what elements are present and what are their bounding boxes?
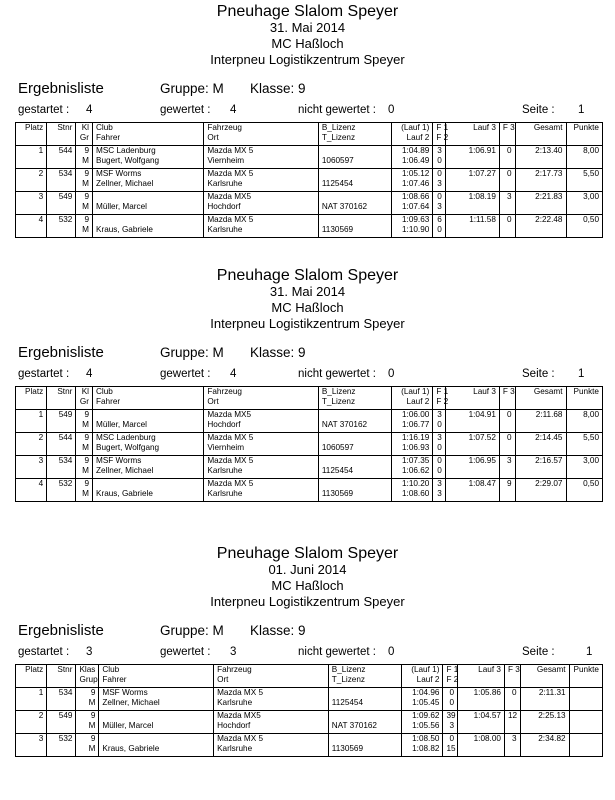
cell-platz: 3 bbox=[16, 456, 47, 479]
cell-lauf12: 1:04.96 1:05.45 bbox=[401, 688, 443, 711]
cell-fahrzeug-ort: Mazda MX 5 Viernheim bbox=[204, 146, 318, 169]
cell-platz: 4 bbox=[16, 479, 47, 502]
cell-lizenz: NAT 370162 bbox=[328, 711, 401, 734]
cell-lauf3: 1:06.95 bbox=[445, 456, 499, 479]
cell-f12: 3 3 bbox=[433, 479, 445, 502]
event-club: MC Haßloch bbox=[271, 578, 344, 593]
cell-punkte: 3,00 bbox=[566, 192, 603, 215]
cell-gesamt: 2:17.73 bbox=[515, 169, 566, 192]
col-club: Club Fahrer bbox=[93, 123, 204, 146]
cell-lizenz: NAT 370162 bbox=[318, 192, 391, 215]
cell-punkte bbox=[569, 688, 602, 711]
cell-lauf12: 1:10.20 1:08.60 bbox=[391, 479, 433, 502]
cell-punkte: 0,50 bbox=[566, 215, 603, 238]
cell-platz: 3 bbox=[16, 192, 47, 215]
cell-stnr: 549 bbox=[47, 711, 76, 734]
page-label: Seite : bbox=[522, 646, 555, 658]
cell-platz: 3 bbox=[16, 734, 47, 757]
cell-fahrzeug-ort: Mazda MX 5 Karlsruhe bbox=[204, 479, 318, 502]
cell-lauf3: 1:05.86 bbox=[458, 688, 505, 711]
table-row bbox=[16, 146, 603, 169]
table-row bbox=[16, 215, 603, 238]
page-number: 1 bbox=[578, 104, 585, 116]
event-title: Pneuhage Slalom Speyer bbox=[216, 3, 399, 20]
not-rated-count: 0 bbox=[388, 368, 395, 380]
cell-lizenz: 1130569 bbox=[318, 479, 391, 502]
col-lauf12: (Lauf 1) Lauf 2 bbox=[391, 123, 433, 146]
results-table bbox=[15, 122, 603, 238]
event-date: 01. Juni 2014 bbox=[268, 562, 347, 577]
cell-club-fahrer: Müller, Marcel bbox=[93, 192, 204, 215]
cell-punkte: 5,50 bbox=[566, 433, 603, 456]
cell-klasse: 9 M bbox=[76, 192, 93, 215]
col-lizenz: B_Lizenz T_Lizenz bbox=[318, 387, 391, 410]
rated-count: 4 bbox=[230, 104, 237, 116]
cell-gesamt: 2:16.57 bbox=[515, 456, 566, 479]
event-date: 31. Mai 2014 bbox=[269, 20, 346, 35]
class-label: Klasse: 9 bbox=[250, 81, 306, 96]
col-f12: F 1 F 2 bbox=[433, 123, 445, 146]
col-stnr: Stnr bbox=[47, 123, 76, 146]
cell-gesamt: 2:29.07 bbox=[515, 479, 566, 502]
rated-label: gewertet : bbox=[160, 104, 211, 116]
col-stnr: Stnr bbox=[47, 665, 76, 688]
results-table bbox=[15, 664, 603, 757]
event-header bbox=[0, 3, 615, 68]
cell-lauf3: 1:08.47 bbox=[445, 479, 499, 502]
cell-punkte: 5,50 bbox=[566, 169, 603, 192]
cell-gesamt: 2:22.48 bbox=[515, 215, 566, 238]
col-fahrzeug: Fahrzeug Ort bbox=[214, 665, 329, 688]
summary-line bbox=[18, 368, 608, 382]
cell-klasse: 9 M bbox=[76, 688, 99, 711]
cell-stnr: 532 bbox=[47, 734, 76, 757]
cell-club-fahrer: Kraus, Gabriele bbox=[99, 734, 214, 757]
cell-punkte: 8,00 bbox=[566, 410, 603, 433]
cell-club-fahrer: Kraus, Gabriele bbox=[93, 479, 204, 502]
cell-lauf3: 1:06.91 bbox=[445, 146, 499, 169]
col-punkte: Punkte bbox=[566, 123, 603, 146]
cell-f3: 0 bbox=[504, 688, 520, 711]
col-punkte: Punkte bbox=[569, 665, 602, 688]
cell-f3: 0 bbox=[499, 215, 515, 238]
table-row bbox=[16, 734, 603, 757]
rated-count: 4 bbox=[230, 368, 237, 380]
col-klasse: Kl Gr bbox=[76, 123, 93, 146]
cell-lauf3: 1:04.57 bbox=[458, 711, 505, 734]
not-rated-label: nicht gewertet : bbox=[298, 646, 376, 658]
col-gesamt: Gesamt bbox=[515, 387, 566, 410]
cell-klasse: 9 M bbox=[76, 215, 93, 238]
event-header bbox=[0, 267, 615, 332]
page-number: 1 bbox=[578, 368, 585, 380]
event-club: MC Haßloch bbox=[271, 36, 344, 51]
cell-lauf3: 1:11.58 bbox=[445, 215, 499, 238]
table-header bbox=[16, 387, 603, 410]
cell-f3: 3 bbox=[504, 734, 520, 757]
cell-lauf12: 1:04.89 1:06.49 bbox=[391, 146, 433, 169]
cell-f12: 0 3 bbox=[433, 192, 445, 215]
cell-f3: 0 bbox=[499, 410, 515, 433]
table-row bbox=[16, 688, 603, 711]
summary-line bbox=[18, 646, 608, 660]
cell-club-fahrer: Müller, Marcel bbox=[93, 410, 204, 433]
event-title: Pneuhage Slalom Speyer bbox=[216, 267, 399, 284]
cell-platz: 2 bbox=[16, 433, 47, 456]
cell-gesamt: 2:34.82 bbox=[520, 734, 569, 757]
col-lauf3: Lauf 3 bbox=[445, 387, 499, 410]
table-row bbox=[16, 410, 603, 433]
cell-club-fahrer: MSF Worms Zellner, Michael bbox=[93, 169, 204, 192]
col-klasse: Kl Gr bbox=[76, 387, 93, 410]
col-lizenz: B_Lizenz T_Lizenz bbox=[318, 123, 391, 146]
not-rated-label: nicht gewertet : bbox=[298, 104, 376, 116]
cell-f12: 0 3 bbox=[433, 169, 445, 192]
col-f3: F 3 bbox=[499, 123, 515, 146]
cell-platz: 2 bbox=[16, 711, 47, 734]
table-row bbox=[16, 192, 603, 215]
rated-count: 3 bbox=[230, 646, 237, 658]
cell-stnr: 534 bbox=[47, 456, 76, 479]
rated-label: gewertet : bbox=[160, 368, 211, 380]
cell-klasse: 9 M bbox=[76, 479, 93, 502]
event-location: Interpneu Logistikzentrum Speyer bbox=[210, 52, 405, 67]
table-row bbox=[16, 433, 603, 456]
col-lauf3: Lauf 3 bbox=[445, 123, 499, 146]
cell-lauf12: 1:06.00 1:06.77 bbox=[391, 410, 433, 433]
cell-klasse: 9 M bbox=[76, 146, 93, 169]
page-number: 1 bbox=[586, 646, 593, 658]
cell-fahrzeug-ort: Mazda MX 5 Karlsruhe bbox=[214, 688, 329, 711]
col-gesamt: Gesamt bbox=[520, 665, 569, 688]
cell-fahrzeug-ort: Mazda MX 5 Karlsruhe bbox=[204, 215, 318, 238]
event-title: Pneuhage Slalom Speyer bbox=[216, 545, 399, 562]
cell-lauf12: 1:09.63 1:10.90 bbox=[391, 215, 433, 238]
cell-lauf3: 1:07.27 bbox=[445, 169, 499, 192]
cell-gesamt: 2:11.68 bbox=[515, 410, 566, 433]
cell-fahrzeug-ort: Mazda MX5 Hochdorf bbox=[214, 711, 329, 734]
cell-f12: 6 0 bbox=[433, 215, 445, 238]
list-heading bbox=[18, 622, 608, 642]
cell-stnr: 532 bbox=[47, 479, 76, 502]
cell-stnr: 544 bbox=[47, 146, 76, 169]
col-lauf12: (Lauf 1) Lauf 2 bbox=[401, 665, 443, 688]
table-header bbox=[16, 665, 603, 688]
col-fahrzeug: Fahrzeug Ort bbox=[204, 387, 318, 410]
cell-punkte: 0,50 bbox=[566, 479, 603, 502]
cell-lizenz: 1060597 bbox=[318, 433, 391, 456]
cell-club-fahrer: MSC Ladenburg Bugert, Wolfgang bbox=[93, 146, 204, 169]
cell-klasse: 9 M bbox=[76, 711, 99, 734]
col-f12: F 1 F 2 bbox=[443, 665, 458, 688]
table-row bbox=[16, 711, 603, 734]
cell-f12: 0 0 bbox=[433, 456, 445, 479]
cell-stnr: 549 bbox=[47, 192, 76, 215]
page-label: Seite : bbox=[522, 368, 555, 380]
cell-platz: 1 bbox=[16, 688, 47, 711]
cell-lizenz: 1125454 bbox=[318, 456, 391, 479]
col-f3: F 3 bbox=[504, 665, 520, 688]
group-label: Gruppe: M bbox=[160, 623, 224, 638]
col-fahrzeug: Fahrzeug Ort bbox=[204, 123, 318, 146]
page-label: Seite : bbox=[522, 104, 555, 116]
cell-lauf3: 1:07.52 bbox=[445, 433, 499, 456]
cell-gesamt: 2:11.31 bbox=[520, 688, 569, 711]
cell-lizenz: 1130569 bbox=[328, 734, 401, 757]
cell-lizenz: 1060597 bbox=[318, 146, 391, 169]
cell-lauf12: 1:05.12 1:07.46 bbox=[391, 169, 433, 192]
cell-lauf12: 1:07.35 1:06.62 bbox=[391, 456, 433, 479]
cell-punkte bbox=[569, 711, 602, 734]
cell-stnr: 534 bbox=[47, 169, 76, 192]
rated-label: gewertet : bbox=[160, 646, 211, 658]
cell-punkte bbox=[569, 734, 602, 757]
cell-f3: 0 bbox=[499, 146, 515, 169]
cell-lizenz: 1130569 bbox=[318, 215, 391, 238]
cell-platz: 2 bbox=[16, 169, 47, 192]
cell-fahrzeug-ort: Mazda MX 5 Karlsruhe bbox=[204, 169, 318, 192]
event-header bbox=[0, 545, 615, 610]
cell-punkte: 8,00 bbox=[566, 146, 603, 169]
cell-f3: 3 bbox=[499, 456, 515, 479]
cell-gesamt: 2:25.13 bbox=[520, 711, 569, 734]
col-klasse: Klas Grup bbox=[76, 665, 99, 688]
cell-lauf12: 1:08.66 1:07.64 bbox=[391, 192, 433, 215]
cell-lauf3: 1:08.00 bbox=[458, 734, 505, 757]
started-label: gestartet : bbox=[18, 104, 70, 116]
event-club: MC Haßloch bbox=[271, 300, 344, 315]
col-lauf12: (Lauf 1) Lauf 2 bbox=[391, 387, 433, 410]
cell-stnr: 532 bbox=[47, 215, 76, 238]
cell-f12: 3 0 bbox=[433, 146, 445, 169]
class-label: Klasse: 9 bbox=[250, 345, 306, 360]
list-label: Ergebnisliste bbox=[18, 622, 104, 639]
started-count: 4 bbox=[86, 104, 93, 116]
started-label: gestartet : bbox=[18, 368, 70, 380]
group-label: Gruppe: M bbox=[160, 81, 224, 96]
cell-klasse: 9 M bbox=[76, 433, 93, 456]
col-club: Club Fahrer bbox=[99, 665, 214, 688]
cell-lizenz: 1125454 bbox=[328, 688, 401, 711]
cell-f12: 0 15 bbox=[443, 734, 458, 757]
cell-f3: 3 bbox=[499, 192, 515, 215]
cell-f12: 0 0 bbox=[443, 688, 458, 711]
col-platz: Platz bbox=[16, 123, 47, 146]
cell-fahrzeug-ort: Mazda MX5 Hochdorf bbox=[204, 410, 318, 433]
results-table bbox=[15, 386, 603, 502]
col-platz: Platz bbox=[16, 387, 47, 410]
cell-gesamt: 2:21.83 bbox=[515, 192, 566, 215]
summary-line bbox=[18, 104, 608, 118]
started-count: 4 bbox=[86, 368, 93, 380]
cell-platz: 1 bbox=[16, 410, 47, 433]
list-heading bbox=[18, 80, 608, 100]
cell-club-fahrer: Kraus, Gabriele bbox=[93, 215, 204, 238]
col-punkte: Punkte bbox=[566, 387, 603, 410]
cell-gesamt: 2:13.40 bbox=[515, 146, 566, 169]
col-f3: F 3 bbox=[499, 387, 515, 410]
cell-f3: 9 bbox=[499, 479, 515, 502]
cell-fahrzeug-ort: Mazda MX 5 Karlsruhe bbox=[204, 456, 318, 479]
cell-lizenz: 1125454 bbox=[318, 169, 391, 192]
col-club: Club Fahrer bbox=[93, 387, 204, 410]
cell-stnr: 534 bbox=[47, 688, 76, 711]
started-label: gestartet : bbox=[18, 646, 70, 658]
cell-stnr: 549 bbox=[47, 410, 76, 433]
event-date: 31. Mai 2014 bbox=[269, 284, 346, 299]
cell-club-fahrer: Müller, Marcel bbox=[99, 711, 214, 734]
event-location: Interpneu Logistikzentrum Speyer bbox=[210, 316, 405, 331]
col-f12: F 1 F 2 bbox=[433, 387, 445, 410]
cell-platz: 1 bbox=[16, 146, 47, 169]
cell-gesamt: 2:14.45 bbox=[515, 433, 566, 456]
list-heading bbox=[18, 344, 608, 364]
cell-platz: 4 bbox=[16, 215, 47, 238]
cell-lauf3: 1:04.91 bbox=[445, 410, 499, 433]
not-rated-label: nicht gewertet : bbox=[298, 368, 376, 380]
cell-klasse: 9 M bbox=[76, 169, 93, 192]
col-gesamt: Gesamt bbox=[515, 123, 566, 146]
table-row bbox=[16, 456, 603, 479]
cell-club-fahrer: MSF Worms Zellner, Michael bbox=[99, 688, 214, 711]
cell-klasse: 9 M bbox=[76, 410, 93, 433]
col-stnr: Stnr bbox=[47, 387, 76, 410]
col-lizenz: B_Lizenz T_Lizenz bbox=[328, 665, 401, 688]
cell-f3: 0 bbox=[499, 169, 515, 192]
cell-f12: 3 0 bbox=[433, 433, 445, 456]
table-header bbox=[16, 123, 603, 146]
cell-punkte: 3,00 bbox=[566, 456, 603, 479]
cell-stnr: 544 bbox=[47, 433, 76, 456]
started-count: 3 bbox=[86, 646, 93, 658]
cell-fahrzeug-ort: Mazda MX5 Hochdorf bbox=[204, 192, 318, 215]
table-row bbox=[16, 479, 603, 502]
col-platz: Platz bbox=[16, 665, 47, 688]
cell-lauf12: 1:16.19 1:06.93 bbox=[391, 433, 433, 456]
class-label: Klasse: 9 bbox=[250, 623, 306, 638]
not-rated-count: 0 bbox=[388, 104, 395, 116]
cell-klasse: 9 M bbox=[76, 456, 93, 479]
col-lauf3: Lauf 3 bbox=[458, 665, 505, 688]
group-label: Gruppe: M bbox=[160, 345, 224, 360]
cell-f3: 0 bbox=[499, 433, 515, 456]
cell-f12: 39 3 bbox=[443, 711, 458, 734]
cell-fahrzeug-ort: Mazda MX 5 Karlsruhe bbox=[214, 734, 329, 757]
not-rated-count: 0 bbox=[388, 646, 395, 658]
list-label: Ergebnisliste bbox=[18, 80, 104, 97]
cell-f12: 3 0 bbox=[433, 410, 445, 433]
cell-fahrzeug-ort: Mazda MX 5 Viernheim bbox=[204, 433, 318, 456]
cell-club-fahrer: MSC Ladenburg Bugert, Wolfgang bbox=[93, 433, 204, 456]
list-label: Ergebnisliste bbox=[18, 344, 104, 361]
cell-lauf12: 1:08.50 1:08.82 bbox=[401, 734, 443, 757]
table-row bbox=[16, 169, 603, 192]
cell-club-fahrer: MSF Worms Zellner, Michael bbox=[93, 456, 204, 479]
cell-lauf12: 1:09.62 1:05.56 bbox=[401, 711, 443, 734]
cell-lizenz: NAT 370162 bbox=[318, 410, 391, 433]
cell-f3: 12 bbox=[504, 711, 520, 734]
cell-lauf3: 1:08.19 bbox=[445, 192, 499, 215]
cell-klasse: 9 M bbox=[76, 734, 99, 757]
event-location: Interpneu Logistikzentrum Speyer bbox=[210, 594, 405, 609]
